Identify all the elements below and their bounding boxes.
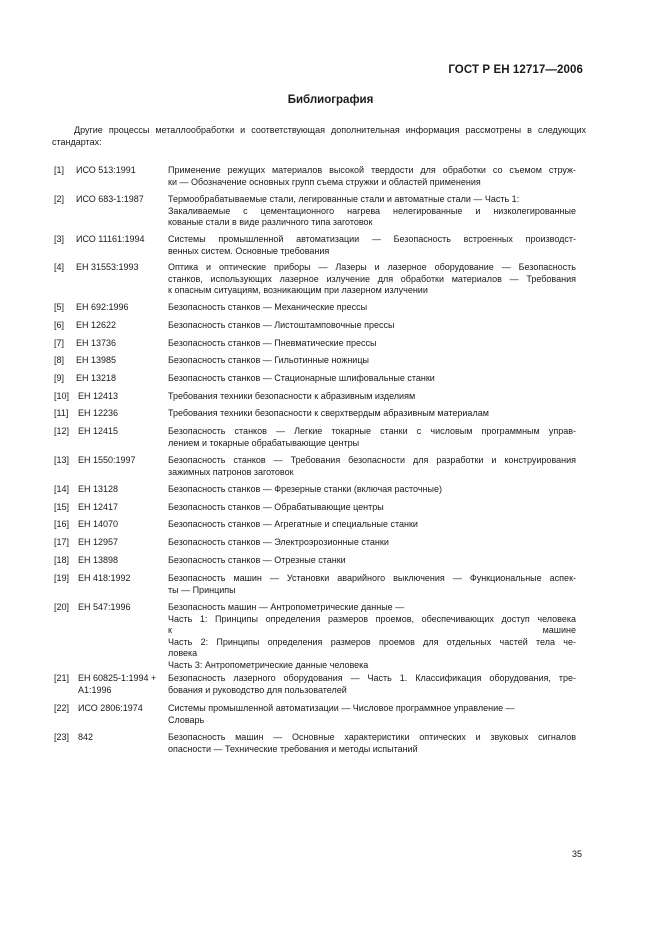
reference-text-line: Системы промышленной автоматизации — Числовое программное управление — — [168, 703, 515, 713]
reference-description — [168, 262, 576, 297]
reference-number: [15] — [54, 502, 70, 512]
reference-description — [168, 426, 576, 449]
reference-text-line: зажимных патронов заготовок — [168, 466, 294, 477]
document-header: ГОСТ Р ЕН 12717—2006 — [448, 64, 583, 76]
reference-text-line: Безопасность станков — Листоштамповочные прессы — [168, 320, 395, 330]
reference-text-line: к машине — [168, 625, 576, 635]
reference-text-line: венных систем. Основные требования — [168, 245, 330, 256]
reference-number: [2] — [54, 194, 65, 204]
reference-text-line: Безопасность станков — Пневматические прессы — [168, 338, 377, 348]
reference-number: [4] — [54, 262, 65, 272]
reference-code: ЕН 1550:1997 — [78, 455, 136, 465]
reference-description — [168, 391, 576, 403]
reference-text-line: Оптика и оптические приборы — Лазеры и лазерное оборудование — Безопасность — [168, 262, 576, 272]
reference-code: ЕН 12415 — [78, 426, 119, 436]
reference-description — [168, 408, 576, 420]
reference-text-line: Требования техники безопасности к сверхтвердым абразивным материалам — [168, 408, 489, 418]
reference-text-line: Безопасность станков — Требования безопасности для разработки и конструирования — [168, 455, 576, 465]
reference-description — [168, 732, 576, 755]
reference-description — [168, 573, 576, 596]
reference-text-line: Применение режущих материалов высокой твердости для обработки со съемом струж- — [168, 165, 576, 175]
reference-text-line: Безопасность лазерного оборудования — Часть 1. Классификация оборудования, тре- — [168, 673, 576, 683]
reference-number: [11] — [54, 408, 69, 418]
page-number: 35 — [572, 849, 583, 859]
reference-text-line: бования и руководство для пользователей — [168, 684, 347, 695]
reference-code: ЕН 547:1996 — [78, 602, 131, 612]
reference-code: ЕН 13128 — [78, 484, 119, 494]
reference-number: [18] — [54, 555, 70, 565]
reference-description — [168, 537, 576, 549]
reference-number: [19] — [54, 573, 70, 583]
reference-text-line: Безопасность станков — Гильотинные ножницы — [168, 355, 369, 365]
reference-description — [168, 338, 576, 350]
reference-number: [12] — [54, 426, 70, 436]
reference-description — [168, 302, 576, 314]
reference-description — [168, 502, 576, 514]
reference-text-line: кованые стали в виде различного типа заготовок — [168, 217, 373, 227]
reference-code: ИСО 513:1991 — [76, 165, 136, 175]
reference-code: ЕН 12957 — [78, 537, 119, 547]
reference-text-line: Требования техники безопасности к абразивным изделиям — [168, 391, 416, 401]
reference-text-line: Безопасность станков — Обрабатывающие центры — [168, 502, 384, 512]
reference-text-line: лением и токарные обрабатывающие центры — [168, 437, 360, 448]
reference-description — [168, 320, 576, 332]
reference-text-line: Словарь — [168, 714, 205, 725]
reference-code: ЕН 60825-1:1994 + А1:1996 — [78, 673, 157, 695]
reference-description — [168, 455, 576, 478]
reference-number: [1] — [54, 165, 65, 175]
reference-code: ИСО 2806:1974 — [78, 703, 143, 713]
reference-description — [168, 194, 576, 229]
reference-number: [5] — [54, 302, 65, 312]
reference-code: ЕН 12236 — [78, 408, 119, 418]
reference-description — [168, 555, 576, 567]
reference-description — [168, 234, 576, 257]
reference-code: ЕН 31553:1993 — [76, 262, 139, 272]
reference-description — [168, 165, 576, 188]
reference-description — [168, 703, 576, 726]
reference-number: [3] — [54, 234, 65, 244]
reference-number: [10] — [54, 391, 70, 401]
reference-number: [9] — [54, 373, 65, 383]
reference-text-line: Безопасность машин — Основные характеристики оптических и звуковых сигналов — [168, 732, 576, 742]
reference-number: [7] — [54, 338, 65, 348]
reference-text-line: Закаливаемые с цементационного нагрева нелегированные и низколегированные — [168, 205, 576, 216]
reference-code: ЕН 12413 — [78, 391, 119, 401]
reference-code: ЕН 13736 — [76, 338, 117, 348]
reference-description — [168, 519, 576, 531]
reference-text-line: к опасным ситуациям, возникающим при лазерном излучении — [168, 285, 428, 295]
reference-text-line: ловека — [168, 648, 198, 658]
reference-text-line: Безопасность станков — Фрезерные станки (включая расточные) — [168, 484, 442, 494]
intro-paragraph: Другие процессы металлообработки и соответствующая дополнительная информация рассмотрены в следующих стандартах: — [52, 125, 586, 147]
reference-number: [8] — [54, 355, 65, 365]
reference-code: ЕН 13985 — [76, 355, 117, 365]
reference-text-line: Безопасность станков — Стационарные шлифовальные станки — [168, 373, 435, 383]
bibliography-title: Библиография — [287, 94, 374, 106]
reference-text-line: Безопасность машин — Антропометрические данные — — [168, 602, 405, 612]
reference-number: [16] — [54, 519, 70, 529]
reference-code: ЕН 13898 — [78, 555, 119, 565]
reference-code: ЕН 14070 — [78, 519, 119, 529]
reference-code: ЕН 12622 — [76, 320, 117, 330]
reference-number: [17] — [54, 537, 70, 547]
reference-text-line: опасности — Технические требования и методы испытаний — [168, 743, 418, 754]
reference-text-line: Безопасность станков — Отрезные станки — [168, 555, 346, 565]
reference-text-line: Часть 3: Антропометрические данные человека — [168, 659, 369, 670]
reference-text-line: Безопасность станков — Механические прессы — [168, 302, 368, 312]
reference-description — [168, 602, 576, 671]
reference-number: [23] — [54, 732, 70, 742]
reference-description — [168, 373, 576, 385]
reference-description — [168, 673, 576, 696]
reference-description — [168, 355, 576, 367]
reference-text-line: Часть 2: Принципы определения размеров проемов для отдельных частей тела че- — [168, 636, 576, 647]
reference-number: [21] — [54, 673, 70, 683]
reference-text-line: Безопасность станков — Легкие токарные станки с числовым программным управ- — [168, 426, 576, 436]
reference-code: ЕН 13218 — [76, 373, 117, 383]
reference-text-line: ты — Принципы — [168, 584, 236, 595]
reference-code: ИСО 683-1:1987 — [76, 194, 144, 204]
reference-text-line: Безопасность станков — Электроэрозионные станки — [168, 537, 389, 547]
reference-description — [168, 484, 576, 496]
reference-code: ЕН 12417 — [78, 502, 119, 512]
reference-text-line: Системы промышленной автоматизации — Безопасность встроенных производст- — [168, 234, 576, 244]
reference-text-line: Часть 1: Принципы определения размеров проемов, обеспечивающих доступ человека — [168, 613, 576, 624]
reference-text-line: Термообрабатываемые стали, легированные стали и автоматные стали — Часть 1: — [168, 194, 520, 204]
reference-number: [13] — [54, 455, 70, 465]
reference-number: [14] — [54, 484, 70, 494]
reference-text-line: ки — Обозначение основных групп съема стружки и областей применения — [168, 176, 481, 187]
reference-number: [22] — [54, 703, 70, 713]
reference-number: [6] — [54, 320, 65, 330]
reference-code: ЕН 692:1996 — [76, 302, 129, 312]
reference-code: ЕН 418:1992 — [78, 573, 131, 583]
reference-text-line: Безопасность станков — Агрегатные и специальные станки — [168, 519, 418, 529]
reference-code: ИСО 11161:1994 — [76, 234, 145, 244]
reference-code: 842 — [78, 732, 94, 742]
reference-text-line: Безопасность машин — Установки аварийного выключения — Функциональные аспек- — [168, 573, 576, 583]
reference-text-line: станков, использующих лазерное излучение для обработки материалов — Требования — [168, 273, 576, 284]
reference-number: [20] — [54, 602, 70, 612]
